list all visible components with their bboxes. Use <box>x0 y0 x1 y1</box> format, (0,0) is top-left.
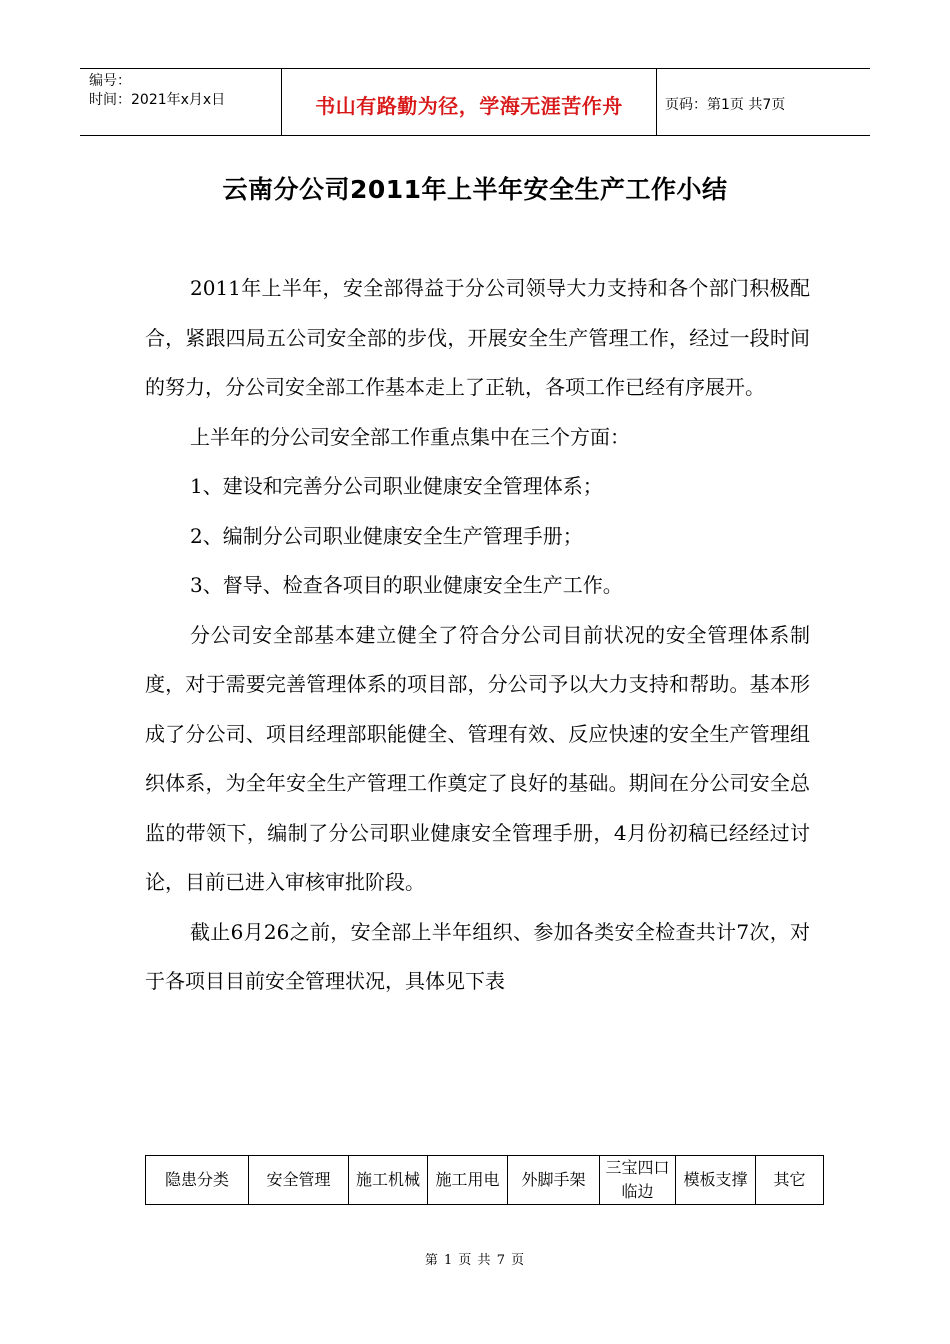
table-cell-other: 其它 <box>756 1156 824 1205</box>
list-item-3: 3、督导、检查各项目的职业健康安全生产工作。 <box>190 573 623 597</box>
table-cell-safety-management: 安全管理 <box>249 1156 349 1205</box>
header-motto-cell <box>282 69 657 135</box>
document-date: 时间：2021年x月x日 <box>89 92 226 108</box>
list-item-1: 1、建设和完善分公司职业健康安全管理体系； <box>190 474 603 498</box>
table-cell-formwork-support: 模板支撑 <box>676 1156 756 1205</box>
table-header-row <box>146 1156 824 1205</box>
header-meta <box>80 69 282 135</box>
page-header <box>80 68 870 136</box>
hazard-category-table <box>145 1155 824 1205</box>
header-motto: 书山有路勤为径，学海无涯苦作舟 <box>315 93 623 118</box>
document-number-label: 编号： <box>89 73 131 89</box>
document-body <box>145 264 810 1007</box>
table-cell-construction-power: 施工用电 <box>428 1156 508 1205</box>
table-cell-three-treasures-four-openings: 三宝四口临边 <box>600 1156 676 1205</box>
table-cell-construction-machinery: 施工机械 <box>349 1156 428 1205</box>
paragraph-intro: 2011年上半年，安全部得益于分公司领导大力支持和各个部门积极配合，紧跟四局五公司安全部的步伐，开展安全生产管理工作，经过一段时间的努力，分公司安全部工作基本走上了正轨，各项工作已经有序展开。 <box>145 276 810 399</box>
list-item-2: 2、编制分公司职业健康安全生产管理手册； <box>190 523 583 548</box>
header-page-info: 页码：第1页 共7页 <box>665 97 786 113</box>
document-title: 云南分公司2011年上半年安全生产工作小结 <box>222 175 728 204</box>
table-cell-external-scaffold: 外脚手架 <box>508 1156 600 1205</box>
page-footer: 第 1 页 共 7 页 <box>424 1253 526 1268</box>
paragraph-system-building: 分公司安全部基本建立健全了符合分公司目前状况的安全管理体系制度，对于需要完善管理体系的项目部，分公司予以大力支持和帮助。基本形成了分公司、项目经理部职能健全、管理有效、反应快速的安全生产管理组织体系，为全年安全生产管理工作奠定了良好的基础。期间在分公司安全总监的带领下，编制了分公司职业健康安全管理手册，4月份初稿已经经过讨论，目前已进入审核审批阶段。 <box>145 622 810 894</box>
paragraph-inspections: 截止6月26之前，安全部上半年组织、参加各类安全检查共计7次，对于各项目目前安全管理状况，具体见下表 <box>145 919 810 993</box>
table-cell-hazard-category: 隐患分类 <box>146 1156 249 1205</box>
paragraph-focus-areas: 上半年的分公司安全部工作重点集中在三个方面： <box>190 424 630 449</box>
